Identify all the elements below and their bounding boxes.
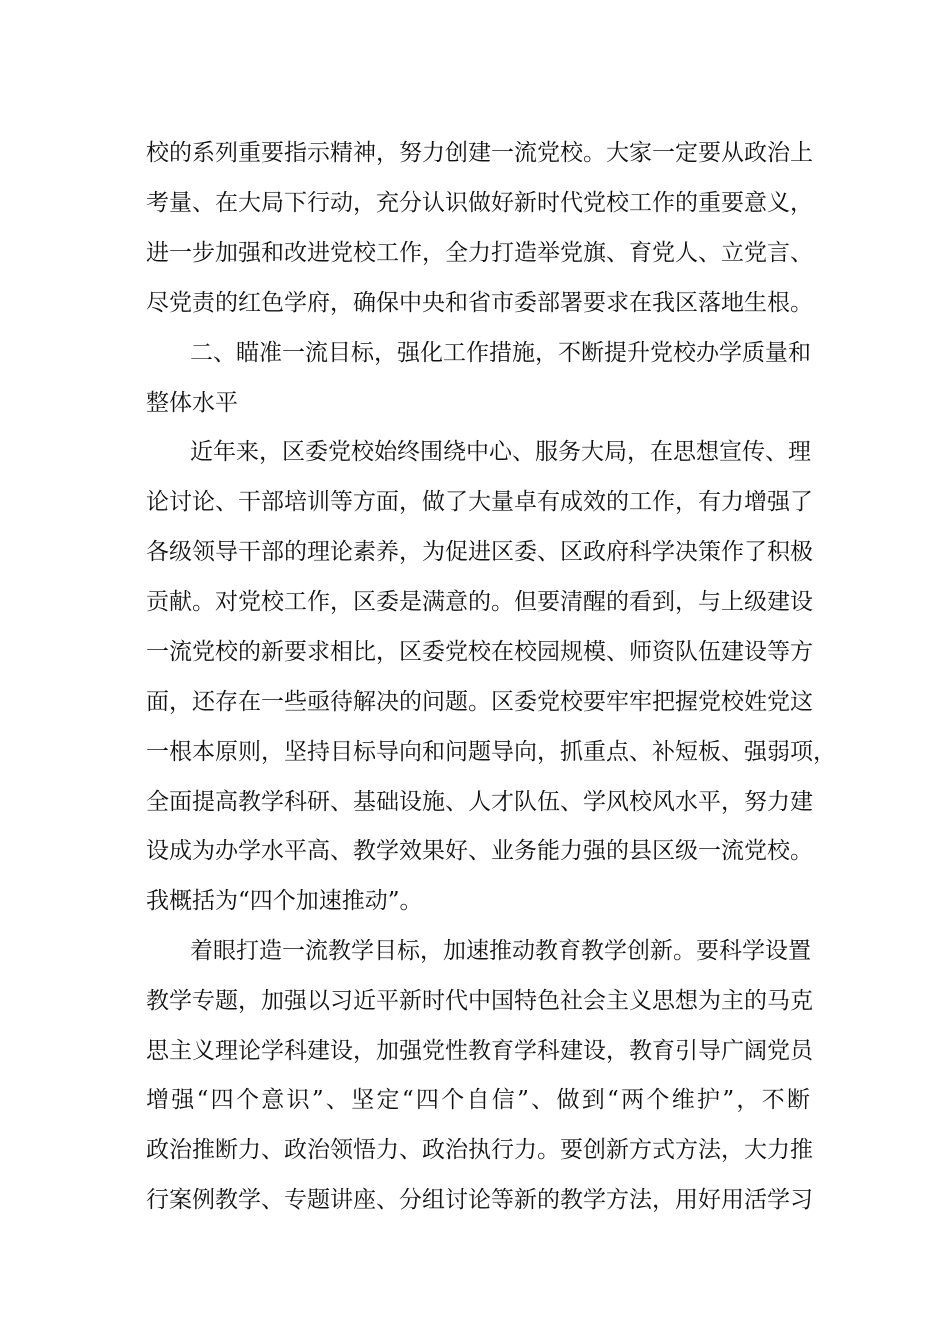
- text-line: 增强“四个意识”、坚定“四个自信”、做到“两个维护”，不断: [146, 1087, 810, 1113]
- text-line: 教学专题，加强以习近平新时代中国特色社会主义思想为主的马克: [146, 988, 813, 1014]
- text-line: 校的系列重要指示精神，努力创建一流党校。大家一定要从政治上: [146, 140, 813, 166]
- text-line: 政治推断力、政治领悟力、政治执行力。要创新方式方法，大力推: [146, 1137, 813, 1163]
- section-heading-continuation: 整体水平: [146, 390, 238, 416]
- text-line: 思主义理论学科建设，加强党性教育学科建设，教育引导广阔党员: [146, 1038, 813, 1064]
- text-line: 着眼打造一流教学目标，加速推动教育教学创新。要科学设置: [190, 938, 811, 964]
- text-line: 尽党责的红色学府，确保中央和省市委部署要求在我区落地生根。: [146, 290, 813, 316]
- text-line: 考量、在大局下行动，充分认识做好新时代党校工作的重要意义，: [146, 190, 813, 216]
- section-heading: 二、瞄准一流目标，强化工作措施，不断提升党校办学质量和: [190, 340, 811, 366]
- text-line: 我概括为“四个加速推动”。: [146, 888, 423, 914]
- text-line: 一流党校的新要求相比，区委党校在校园规模、师资队伍建设等方: [146, 639, 813, 665]
- text-line: 一根本原则，坚持目标导向和问题导向，抓重点、补短板、强弱项，: [146, 739, 836, 765]
- text-line: 各级领导干部的理论素养，为促进区委、区政府科学决策作了积极: [146, 539, 813, 565]
- text-line: 行案例教学、专题讲座、分组讨论等新的教学方法，用好用活学习: [146, 1187, 813, 1213]
- text-line: 设成为办学水平高、教学效果好、业务能力强的县区级一流党校。: [146, 838, 813, 864]
- text-line: 面，还存在一些亟待解决的问题。区委党校要牢牢把握党校姓党这: [146, 689, 813, 715]
- text-line: 近年来，区委党校始终围绕中心、服务大局，在思想宣传、理: [190, 439, 811, 465]
- text-line: 论讨论、干部培训等方面，做了大量卓有成效的工作，有力增强了: [146, 489, 813, 515]
- text-line: 全面提高教学科研、基础设施、人才队伍、学风校风水平，努力建: [146, 789, 813, 815]
- text-line: 贡献。对党校工作，区委是满意的。但要清醒的看到，与上级建设: [146, 589, 813, 615]
- text-line: 进一步加强和改进党校工作，全力打造举党旗、育党人、立党言、: [146, 240, 813, 266]
